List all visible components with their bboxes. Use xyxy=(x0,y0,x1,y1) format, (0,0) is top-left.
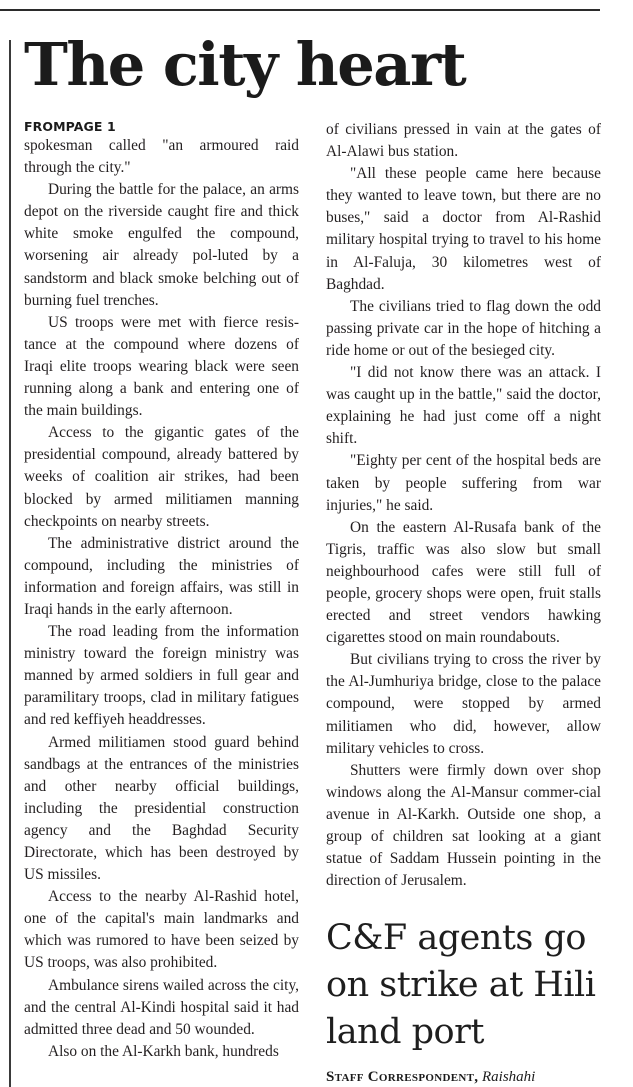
byline-place: Raishahi xyxy=(482,1069,536,1085)
paragraph: "All these people came here because they wanted to leave town, but there are no buses," said a doctor from Al-Rashid military hospital trying to travel to his home in Al-Faluja, 30 kilometres west of Baghdad. xyxy=(326,165,601,293)
paragraph: The road leading from the information ministry toward the foreign ministry was manned by armed soldiers in full gear and paramilitary troops, clad in military fatigues and red keffiyeh headdresses. xyxy=(24,623,299,729)
paragraph: US troops were met with fierce resis-tance at the compound where dozens of Iraqi elite troops wearing black were seen running along a bank and entering one of the main buildings. xyxy=(24,313,299,420)
paragraph: The administrative district around the compound, including the ministries of information and foreign affairs, was still in Iraqi hands in the early afternoon. xyxy=(24,534,299,618)
paragraph: Armed militiamen stood guard behind sandbags at the entrances of the ministries and other nearby official buildings, including the presidential construction agency and the Baghdad Security Directorate, which has been destroyed by US missiles. xyxy=(24,733,299,884)
paragraph: Access to the gigantic gates of the presidential compound, already battered by weeks of coalition air strikes, had been blocked by armed militiamen manning checkpoints on nearby streets. xyxy=(24,424,299,530)
paragraph: Access to the nearby Al-Rashid hotel, one of the capital's main landmarks and which was rumored to have been seized by US troops, was also prohibited. xyxy=(24,888,299,972)
second-article-byline xyxy=(326,1068,535,1086)
paragraph: During the battle for the palace, an arms depot on the riverside caught fire and thick white smoke engulfed the compound, worsening air already pol-luted by a sandstorm and black smoke belching out of burning fuel trenches. xyxy=(24,181,299,309)
paragraph: Shutters were firmly down over shop windows along the Al-Mansur commer-cial avenue in Al-Karkh. Outside one shop, a group of children sat looking at a giant statue of Saddam Hussein pointing in the direction of Jerusalem. xyxy=(326,761,601,890)
paragraph: spokesman called "an armoured raid through the city." xyxy=(24,137,299,177)
article-headline: The city heart xyxy=(24,30,466,99)
paragraph: "I did not know there was an attack. I was caught up in the battle," said the doctor, explaining he had just come off a night shift. xyxy=(326,364,601,448)
left-column-rule xyxy=(9,40,11,1087)
paragraph: "Eighty per cent of the hospital beds are taken by people suffering from war injuries," he said. xyxy=(326,452,601,514)
paragraph: On the eastern Al-Rusafa bank of the Tigris, traffic was also slow but small neighbourhood cafes were still full of people, grocery shops were open, fruit stalls erected and street vendors hawking cigarettes stood on main roundabouts. xyxy=(326,518,601,647)
paragraph: of civilians pressed in vain at the gates of Al-Alawi bus station. xyxy=(326,121,601,161)
second-article-headline: C&F agents go on strike at Hili land port xyxy=(326,918,596,1052)
article-column-right xyxy=(326,119,601,892)
paragraph: Also on the Al-Karkh bank, hundreds xyxy=(48,1042,279,1060)
paragraph: But civilians trying to cross the river by the Al-Jumhuriya bridge, close to the palace compound, were stopped by armed militiamen who did, however, allow military vehicles to cross. xyxy=(326,651,601,757)
paragraph: The civilians tried to flag down the odd passing private car in the hope of hitching a ride home or out of the besieged city. xyxy=(326,297,601,359)
paragraph: Ambulance sirens wailed across the city, and the central Al-Kindi hospital said it had admitted three dead and 50 wounded. xyxy=(24,976,299,1038)
top-rule xyxy=(0,9,600,11)
article-column-left xyxy=(24,119,299,1063)
continuation-kicker: FROMPAGE 1 xyxy=(24,119,116,134)
byline-role: Staff Correspondent, xyxy=(326,1069,479,1085)
